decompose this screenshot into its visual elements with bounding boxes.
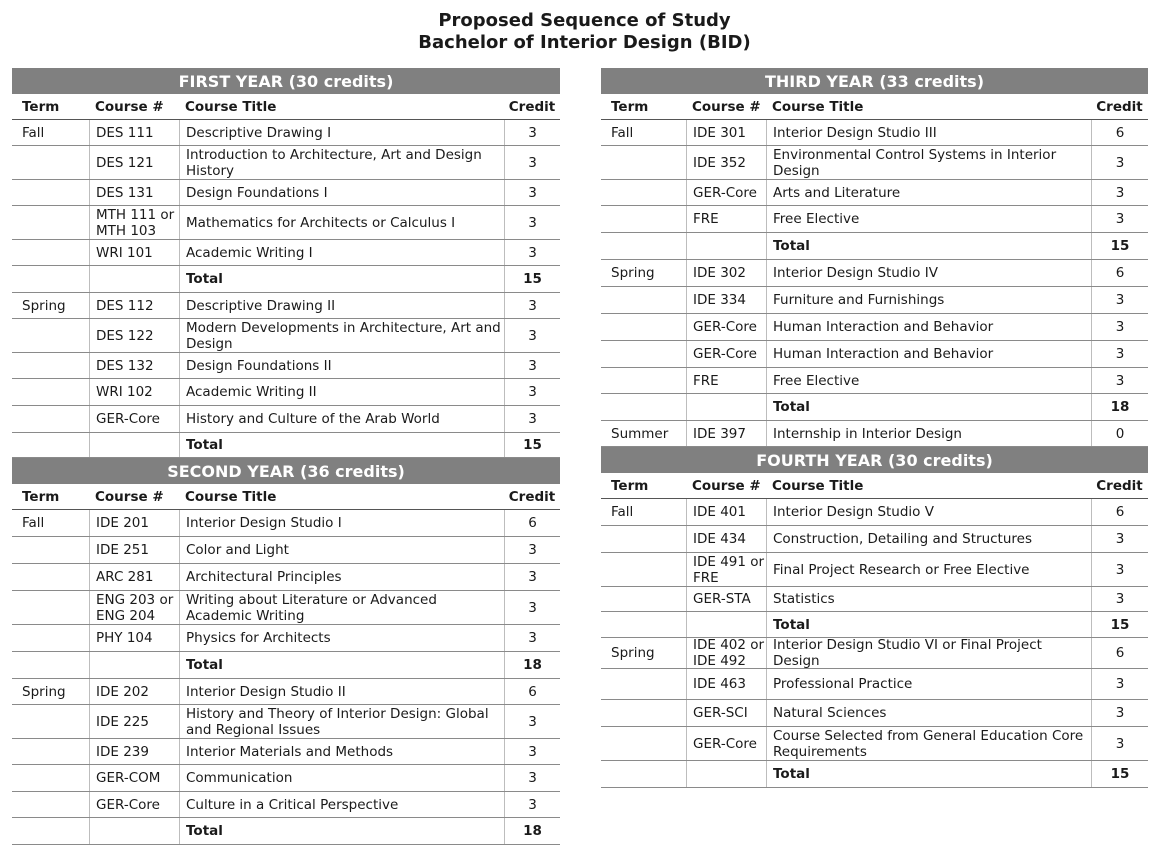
table-row [12, 765, 560, 792]
course-title-cell: History and Culture of the Arab World [179, 406, 504, 432]
course-number-cell: GER-Core [686, 180, 766, 205]
course-number-cell: GER-STA [686, 587, 766, 611]
credit-cell: 3 [504, 792, 560, 817]
credit-cell: 3 [1091, 368, 1148, 393]
term-cell [601, 341, 686, 367]
credit-cell: 15 [1091, 233, 1148, 259]
table-row [12, 319, 560, 353]
course-title-cell: Interior Design Studio III [766, 120, 1091, 145]
credit-cell: 6 [1091, 499, 1148, 525]
course-title-cell: Arts and Literature [766, 180, 1091, 205]
term-cell: Spring [22, 297, 66, 314]
term-cell [601, 206, 686, 232]
course-number-cell: DES 112 [89, 293, 179, 318]
table-row [12, 625, 560, 652]
course-number-cell: IDE 301 [686, 120, 766, 145]
course-title-cell: Total [766, 233, 1091, 259]
credit-cell: 3 [504, 379, 560, 405]
term-header: Term [22, 98, 60, 115]
course-number-cell [686, 233, 766, 259]
credit-cell: 3 [504, 705, 560, 738]
course-title-cell: Total [766, 761, 1091, 787]
course-number-cell [89, 266, 179, 292]
term-cell: Spring [22, 683, 66, 700]
course-header: Course # [95, 488, 164, 505]
total-row [12, 652, 560, 679]
table-row [601, 553, 1148, 587]
course-number-cell [686, 612, 766, 637]
term-cell [12, 406, 89, 432]
table-row [601, 638, 1148, 669]
title-header: Course Title [772, 98, 864, 115]
course-title-cell: Course Selected from General Education Core Requirements [766, 727, 1091, 760]
course-number-cell: IDE 201 [89, 510, 179, 536]
course-number-cell: GER-Core [89, 792, 179, 817]
credit-cell: 15 [1091, 612, 1148, 637]
term-cell [12, 206, 89, 239]
credit-cell: 6 [1091, 638, 1148, 668]
course-number-cell: GER-Core [89, 406, 179, 432]
term-cell [12, 625, 89, 651]
credit-cell: 3 [1091, 146, 1148, 179]
term-cell: Spring [611, 265, 655, 281]
second-year-heading: SECOND YEAR (36 credits) [12, 458, 560, 484]
second-year-table [12, 458, 560, 845]
course-title-cell: Interior Materials and Methods [179, 739, 504, 764]
table-header-row [12, 484, 560, 510]
table-row [12, 240, 560, 266]
course-title-cell: History and Theory of Interior Design: Global and Regional Issues [179, 705, 504, 738]
total-row [601, 233, 1148, 260]
table-row [12, 564, 560, 591]
course-title-cell: Statistics [766, 587, 1091, 611]
table-row [601, 727, 1148, 761]
course-number-cell: FRE [686, 206, 766, 232]
term-cell [601, 180, 686, 205]
credit-cell: 3 [504, 353, 560, 378]
course-title-cell: Total [179, 818, 504, 844]
course-number-cell: WRI 101 [89, 240, 179, 265]
table-row [12, 353, 560, 379]
course-title-cell: Design Foundations II [179, 353, 504, 378]
course-title-cell: Professional Practice [766, 669, 1091, 699]
course-title-cell: Design Foundations I [179, 180, 504, 205]
total-row [601, 612, 1148, 638]
term-header: Term [611, 477, 649, 494]
table-row [12, 180, 560, 206]
table-row [601, 260, 1148, 287]
course-number-cell: GER-COM [89, 765, 179, 791]
fourth-year-heading: FOURTH YEAR (30 credits) [601, 447, 1148, 473]
term-cell [601, 394, 686, 420]
course-number-cell [686, 761, 766, 787]
course-title-cell: Construction, Detailing and Structures [766, 526, 1091, 552]
course-title-cell: Free Elective [766, 368, 1091, 393]
course-title-cell: Free Elective [766, 206, 1091, 232]
course-number-cell: ENG 203 or ENG 204 [89, 591, 179, 624]
term-cell [601, 233, 686, 259]
course-header: Course # [95, 98, 164, 115]
term-cell [12, 266, 89, 292]
credit-cell: 3 [504, 739, 560, 764]
credit-cell: 3 [504, 120, 560, 145]
credit-cell: 6 [1091, 260, 1148, 286]
course-number-cell: MTH 111 or MTH 103 [89, 206, 179, 239]
credit-cell: 3 [504, 625, 560, 651]
course-number-cell: WRI 102 [89, 379, 179, 405]
credit-cell: 3 [504, 591, 560, 624]
course-number-cell: GER-Core [686, 314, 766, 340]
course-title-cell: Human Interaction and Behavior [766, 341, 1091, 367]
term-cell [12, 564, 89, 590]
course-title-cell: Total [766, 394, 1091, 420]
course-number-cell: DES 121 [89, 146, 179, 179]
course-number-cell: IDE 401 [686, 499, 766, 525]
term-cell: Fall [611, 124, 634, 141]
course-title-cell: Total [766, 612, 1091, 637]
term-cell [12, 652, 89, 678]
credit-cell: 6 [504, 510, 560, 536]
term-cell [12, 319, 89, 352]
course-number-cell [89, 433, 179, 457]
course-number-cell: FRE [686, 368, 766, 393]
course-number-cell: IDE 434 [686, 526, 766, 552]
credit-cell: 3 [1091, 526, 1148, 552]
table-row [12, 591, 560, 625]
course-number-cell: IDE 302 [686, 260, 766, 286]
course-title-cell: Modern Developments in Architecture, Art and Design [179, 319, 504, 352]
credit-header: Credit [1096, 477, 1143, 494]
course-number-cell: DES 131 [89, 180, 179, 205]
credit-cell: 3 [1091, 206, 1148, 232]
table-row [601, 341, 1148, 368]
course-number-cell: GER-SCI [686, 700, 766, 726]
term-cell [601, 761, 686, 787]
course-title-cell: Descriptive Drawing II [179, 293, 504, 318]
term-cell [12, 180, 89, 205]
credit-cell: 3 [504, 180, 560, 205]
third-year-table [601, 68, 1148, 447]
course-title-cell: Total [179, 652, 504, 678]
title-header: Course Title [772, 477, 864, 494]
term-cell [601, 368, 686, 393]
third-year-heading: THIRD YEAR (33 credits) [601, 68, 1148, 94]
course-number-cell: IDE 225 [89, 705, 179, 738]
credit-header: Credit [508, 98, 556, 115]
course-header: Course # [692, 477, 761, 494]
course-title-cell: Interior Design Studio I [179, 510, 504, 536]
course-title-cell: Mathematics for Architects or Calculus I [179, 206, 504, 239]
term-cell [601, 587, 686, 611]
term-cell: Fall [22, 124, 45, 141]
term-cell: Fall [22, 515, 45, 531]
table-row [601, 700, 1148, 727]
credit-cell: 3 [1091, 587, 1148, 611]
table-row [12, 120, 560, 146]
term-cell [601, 526, 686, 552]
term-cell [601, 727, 686, 760]
course-number-cell: IDE 463 [686, 669, 766, 699]
table-row [601, 526, 1148, 553]
credit-cell: 3 [504, 537, 560, 563]
course-title-cell: Academic Writing II [179, 379, 504, 405]
course-title-cell: Culture in a Critical Perspective [179, 792, 504, 817]
fourth-year-table [601, 447, 1148, 788]
credit-cell: 3 [504, 293, 560, 318]
table-row [12, 379, 560, 406]
table-header-row [601, 473, 1148, 499]
table-row [12, 792, 560, 818]
term-cell [601, 553, 686, 586]
course-title-cell: Interior Design Studio II [179, 679, 504, 704]
credit-cell: 6 [504, 679, 560, 704]
course-number-cell: IDE 334 [686, 287, 766, 313]
credit-cell: 3 [504, 406, 560, 432]
credit-cell: 15 [504, 433, 560, 457]
table-row [12, 406, 560, 433]
course-title-cell: Physics for Architects [179, 625, 504, 651]
term-cell [12, 705, 89, 738]
course-title-cell: Interior Design Studio V [766, 499, 1091, 525]
term-cell [12, 240, 89, 265]
course-title-cell: Color and Light [179, 537, 504, 563]
course-title-cell: Introduction to Architecture, Art and Design History [179, 146, 504, 179]
left-column [12, 68, 560, 845]
course-title-cell: Natural Sciences [766, 700, 1091, 726]
title-line-2: Bachelor of Interior Design (BID) [418, 32, 751, 53]
total-row [601, 761, 1148, 788]
credit-cell: 3 [1091, 341, 1148, 367]
credit-cell: 3 [504, 564, 560, 590]
course-title-cell: Environmental Control Systems in Interior Design [766, 146, 1091, 179]
table-row [601, 499, 1148, 526]
course-number-cell: ARC 281 [89, 564, 179, 590]
credit-header: Credit [508, 488, 556, 505]
course-title-cell: Interior Design Studio IV [766, 260, 1091, 286]
course-number-cell [89, 652, 179, 678]
term-cell [12, 792, 89, 817]
credit-cell: 3 [504, 319, 560, 352]
term-cell [12, 379, 89, 405]
course-title-cell: Communication [179, 765, 504, 791]
total-row [12, 818, 560, 845]
table-header-row [12, 94, 560, 120]
table-row [12, 206, 560, 240]
term-header: Term [611, 98, 649, 115]
credit-cell: 18 [504, 652, 560, 678]
term-cell [12, 818, 89, 844]
table-row [601, 314, 1148, 341]
term-cell [601, 314, 686, 340]
course-number-cell: DES 132 [89, 353, 179, 378]
credit-cell: 3 [1091, 700, 1148, 726]
table-row [12, 293, 560, 319]
course-number-cell: GER-Core [686, 727, 766, 760]
term-cell [601, 669, 686, 699]
table-row [12, 537, 560, 564]
course-number-cell: PHY 104 [89, 625, 179, 651]
credit-cell: 3 [1091, 180, 1148, 205]
course-number-cell: IDE 251 [89, 537, 179, 563]
term-cell [12, 537, 89, 563]
term-cell [12, 765, 89, 791]
first-year-table [12, 68, 560, 458]
term-cell: Summer [611, 425, 669, 442]
table-header-row [601, 94, 1148, 120]
course-number-cell: DES 111 [89, 120, 179, 145]
table-row [601, 669, 1148, 700]
document-title [0, 10, 1169, 54]
course-number-cell: IDE 352 [686, 146, 766, 179]
course-number-cell: IDE 397 [686, 421, 766, 446]
credit-cell: 3 [504, 765, 560, 791]
credit-cell: 3 [1091, 727, 1148, 760]
course-title-cell: Writing about Literature or Advanced Academic Writing [179, 591, 504, 624]
term-cell [601, 700, 686, 726]
table-row [12, 705, 560, 739]
credit-cell: 18 [504, 818, 560, 844]
table-row [601, 421, 1148, 447]
term-cell [601, 146, 686, 179]
table-row [601, 287, 1148, 314]
course-title-cell: Internship in Interior Design [766, 421, 1091, 446]
credit-cell: 3 [1091, 314, 1148, 340]
course-title-cell: Human Interaction and Behavior [766, 314, 1091, 340]
credit-cell: 3 [1091, 553, 1148, 586]
term-cell [12, 739, 89, 764]
term-cell [12, 353, 89, 378]
course-title-cell: Descriptive Drawing I [179, 120, 504, 145]
table-row [601, 368, 1148, 394]
course-title-cell: Academic Writing I [179, 240, 504, 265]
course-title-cell: Total [179, 433, 504, 457]
table-row [601, 120, 1148, 146]
course-number-cell: IDE 402 or IDE 492 [686, 638, 766, 668]
term-cell [12, 146, 89, 179]
total-row [12, 433, 560, 458]
right-column [601, 68, 1148, 788]
title-line-1: Proposed Sequence of Study [438, 10, 731, 31]
course-title-cell: Architectural Principles [179, 564, 504, 590]
table-row [12, 510, 560, 537]
credit-cell: 18 [1091, 394, 1148, 420]
table-row [601, 206, 1148, 233]
credit-cell: 3 [504, 146, 560, 179]
credit-cell: 15 [504, 266, 560, 292]
term-cell: Fall [611, 504, 634, 520]
course-number-cell [89, 818, 179, 844]
total-row [601, 394, 1148, 421]
term-cell [601, 287, 686, 313]
term-cell [12, 591, 89, 624]
course-title-cell: Interior Design Studio VI or Final Project Design [766, 638, 1091, 668]
course-number-cell: IDE 239 [89, 739, 179, 764]
term-header: Term [22, 488, 60, 505]
course-number-cell: IDE 202 [89, 679, 179, 704]
credit-cell: 3 [504, 240, 560, 265]
term-cell [12, 433, 89, 457]
title-header: Course Title [185, 98, 277, 115]
course-number-cell: GER-Core [686, 341, 766, 367]
course-title-cell: Total [179, 266, 504, 292]
course-title-cell: Final Project Research or Free Elective [766, 553, 1091, 586]
total-row [12, 266, 560, 293]
credit-cell: 0 [1091, 421, 1148, 446]
credit-cell: 3 [1091, 669, 1148, 699]
course-header: Course # [692, 98, 761, 115]
title-header: Course Title [185, 488, 277, 505]
table-row [12, 679, 560, 705]
credit-cell: 3 [1091, 287, 1148, 313]
term-cell: Spring [611, 645, 655, 661]
course-number-cell: IDE 491 or FRE [686, 553, 766, 586]
table-row [601, 146, 1148, 180]
course-number-cell: DES 122 [89, 319, 179, 352]
term-cell [601, 612, 686, 637]
table-row [12, 146, 560, 180]
table-row [601, 180, 1148, 206]
credit-header: Credit [1096, 98, 1143, 115]
course-title-cell: Furniture and Furnishings [766, 287, 1091, 313]
first-year-heading: FIRST YEAR (30 credits) [12, 68, 560, 94]
course-number-cell [686, 394, 766, 420]
table-row [601, 587, 1148, 612]
credit-cell: 3 [504, 206, 560, 239]
credit-cell: 6 [1091, 120, 1148, 145]
credit-cell: 15 [1091, 761, 1148, 787]
table-row [12, 739, 560, 765]
